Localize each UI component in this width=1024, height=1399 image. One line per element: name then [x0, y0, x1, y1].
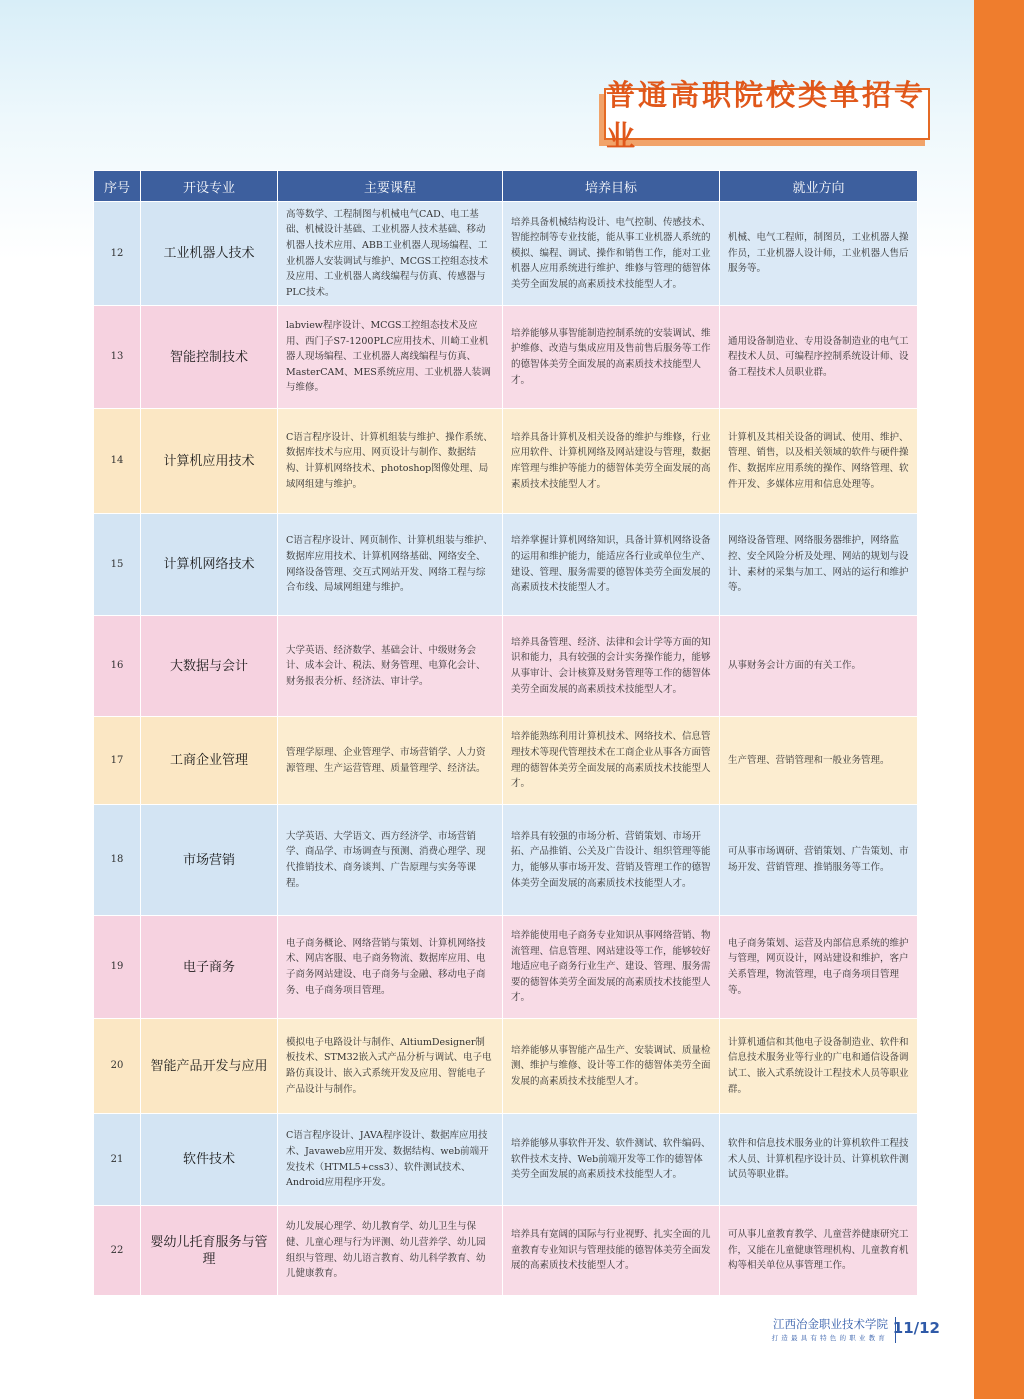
header-career: 就业方向 [720, 171, 918, 202]
row-number-cell: 19 [94, 916, 141, 1019]
major-name-cell: 市场营销 [141, 805, 278, 916]
courses-cell: 幼儿发展心理学、幼儿教育学、幼儿卫生与保健、儿童心理与行为评测、幼儿营养学、幼儿园组织与管理、幼儿语言教育、幼儿科学教育、幼儿健康教育。 [278, 1206, 503, 1296]
goal-cell: 培养能熟练利用计算机技术、网络技术、信息管理技术等现代管理技术在工商企业从事各方面管理的德智体美劳全面发展的高素质技术技能型人才。 [503, 717, 720, 805]
row-number-cell: 21 [94, 1114, 141, 1206]
major-name-cell: 计算机网络技术 [141, 514, 278, 616]
career-cell: 生产管理、营销管理和一般业务管理。 [720, 717, 918, 805]
row-number-cell: 20 [94, 1019, 141, 1114]
table-row [94, 1114, 918, 1206]
table-row [94, 916, 918, 1019]
major-name-cell: 软件技术 [141, 1114, 278, 1206]
career-cell: 计算机通信和其他电子设备制造业、软件和信息技术服务业等行业的广电和通信设备调试工、嵌入式系统设计工程技术人员等职业群。 [720, 1019, 918, 1114]
goal-cell: 培养具备机械结构设计、电气控制、传感技术、智能控制等专业技能，能从事工业机器人系统的模拟、编程、调试、操作和销售工作，能对工业机器人应用系统进行维护、维修与管理的德智体美劳全面发展的高素质技术技能型人才。 [503, 202, 720, 306]
goal-cell: 培养具有宽阔的国际与行业视野、扎实全面的儿童教育专业知识与管理技能的德智体美劳全面发展的高素质技术技能型人才。 [503, 1206, 720, 1296]
courses-cell: C语言程序设计、网页制作、计算机组装与维护、数据库应用技术、计算机网络基础、网络安全、网络设备管理、交互式网站开发、网络工程与综合布线、局域网组建与维护。 [278, 514, 503, 616]
career-cell: 从事财务会计方面的有关工作。 [720, 616, 918, 717]
major-name-cell: 智能产品开发与应用 [141, 1019, 278, 1114]
career-cell: 网络设备管理、网络服务器维护，网络监控、安全风险分析及处理、网站的规划与设计、素材的采集与加工、网站的运行和维护等。 [720, 514, 918, 616]
major-name-cell: 工业机器人技术 [141, 202, 278, 306]
career-cell: 通用设备制造业、专用设备制造业的电气工程技术人员、可编程序控制系统设计师、设备工程技术人员职业群。 [720, 306, 918, 409]
table-header-row [94, 171, 918, 202]
goal-cell: 培养具有较强的市场分析、营销策划、市场开拓、产品推销、公关及广告设计、组织管理等能力，能够从事市场开发、营销及管理工作的德智体美劳全面发展的高素质技术技能型人才。 [503, 805, 720, 916]
row-number-cell: 13 [94, 306, 141, 409]
footer-slogan: 打造最具有特色的职业教育 [771, 1334, 888, 1342]
table-row [94, 306, 918, 409]
side-color-strip [974, 0, 1024, 1399]
row-number-cell: 15 [94, 514, 141, 616]
majors-table [93, 170, 918, 1296]
courses-cell: 管理学原理、企业管理学、市场营销学、人力资源管理、生产运营管理、质量管理学、经济法。 [278, 717, 503, 805]
table-body [94, 202, 918, 1296]
table-row [94, 805, 918, 916]
major-name-cell: 智能控制技术 [141, 306, 278, 409]
row-number-cell: 14 [94, 409, 141, 514]
table-row [94, 1019, 918, 1114]
page-number: 11/12 [892, 1319, 940, 1337]
row-number-cell: 16 [94, 616, 141, 717]
table-row [94, 409, 918, 514]
major-name-cell: 电子商务 [141, 916, 278, 1019]
career-cell: 软件和信息技术服务业的计算机软件工程技术人员、计算机程序设计员、计算机软件测试员等职业群。 [720, 1114, 918, 1206]
footer [730, 1316, 940, 1346]
courses-cell: C语言程序设计、计算机组装与维护、操作系统、数据库技术与应用、网页设计与制作、数据结构、计算机网络技术、photoshop图像处理、局域网组建与维护。 [278, 409, 503, 514]
header-no: 序号 [94, 171, 141, 202]
major-name-cell: 婴幼儿托育服务与管理 [141, 1206, 278, 1296]
table-row [94, 616, 918, 717]
courses-cell: C语言程序设计、JAVA程序设计、数据库应用技术、Javaweb应用开发、数据结构、web前端开发技术（HTML5+css3）、软件测试技术、Android应用程序开发。 [278, 1114, 503, 1206]
major-name-cell: 计算机应用技术 [141, 409, 278, 514]
courses-cell: 高等数学、工程制图与机械电气CAD、电工基础、机械设计基础、工业机器人技术基础、移动机器人技术应用、ABB工业机器人现场编程、工业机器人安装调试与维护、MCGS工控组态技术及应用、工业机器人离线编程与仿真、传感器与PLC技术。 [278, 202, 503, 306]
courses-cell: labview程序设计、MCGS工控组态技术及应用、西门子S7-1200PLC应用技术、川崎工业机器人现场编程、工业机器人离线编程与仿真、MasterCAM、MES系统应用、工业机器人装调与维修。 [278, 306, 503, 409]
courses-cell: 大学英语、经济数学、基础会计、中级财务会计、成本会计、税法、财务管理、电算化会计、财务报表分析、经济法、审计学。 [278, 616, 503, 717]
career-cell: 可从事儿童教育教学、儿童营养健康研究工作，又能在儿童健康管理机构、儿童教育机构等相关单位从事管理工作。 [720, 1206, 918, 1296]
goal-cell: 培养具备管理、经济、法律和会计学等方面的知识和能力，具有较强的会计实务操作能力，能够从事审计、会计核算及财务管理等工作的德智体美劳全面发展的高素质技术技能型人才。 [503, 616, 720, 717]
row-number-cell: 17 [94, 717, 141, 805]
goal-cell: 培养掌握计算机网络知识，具备计算机网络设备的运用和维护能力，能适应各行业或单位生产、建设、管理、服务需要的德智体美劳全面发展的高素质技术技能型人才。 [503, 514, 720, 616]
row-number-cell: 18 [94, 805, 141, 916]
courses-cell: 大学英语、大学语文、西方经济学、市场营销学、商品学、市场调查与预测、消费心理学、现代推销技术、商务谈判、广告原理与实务等课程。 [278, 805, 503, 916]
section-title: 普通高职院校类单招专业 [606, 78, 927, 153]
header-goal: 培养目标 [503, 171, 720, 202]
career-cell: 可从事市场调研、营销策划、广告策划、市场开发、营销管理、推销服务等工作。 [720, 805, 918, 916]
table-row [94, 717, 918, 805]
courses-cell: 模拟电子电路设计与制作、AltiumDesigner制板技术、STM32嵌入式产品分析与调试、电子电路仿真设计、嵌入式系统开发及应用、智能电子产品设计与制作。 [278, 1019, 503, 1114]
goal-cell: 培养能够从事软件开发、软件测试、软件编码、软件技术支持、Web前端开发等工作的德智体美劳全面发展的高素质技术技能型人才。 [503, 1114, 720, 1206]
career-cell: 机械、电气工程师，制图员，工业机器人操作员，工业机器人设计师，工业机器人售后服务等。 [720, 202, 918, 306]
career-cell: 电子商务策划、运营及内部信息系统的维护与管理，网页设计，网站建设和维护，客户关系管理，物流管理，电子商务项目管理等。 [720, 916, 918, 1019]
major-name-cell: 工商企业管理 [141, 717, 278, 805]
header-courses: 主要课程 [278, 171, 503, 202]
goal-cell: 培养能够从事智能制造控制系统的安装调试、维护维修、改造与集成应用及售前售后服务等工作的德智体美劳全面发展的高素质技术技能型人才。 [503, 306, 720, 409]
goal-cell: 培养能够从事智能产品生产、安装调试、质量检测、维护与维修、设计等工作的德智体美劳全面发展的高素质技术技能型人才。 [503, 1019, 720, 1114]
section-title-box [604, 78, 930, 153]
header-major: 开设专业 [141, 171, 278, 202]
footer-school-name: 江西冶金职业技术学院 [773, 1317, 888, 1331]
courses-cell: 电子商务概论、网络营销与策划、计算机网络技术、网店客服、电子商务物流、数据库应用、电子商务网站建设、电子商务与金融、移动电子商务、电子商务项目管理。 [278, 916, 503, 1019]
career-cell: 计算机及其相关设备的调试、使用、维护、管理、销售，以及相关领域的软件与硬件操作、数据库应用系统的操作、网络管理、软件开发、多媒体应用和信息处理等。 [720, 409, 918, 514]
table-row [94, 514, 918, 616]
row-number-cell: 12 [94, 202, 141, 306]
major-name-cell: 大数据与会计 [141, 616, 278, 717]
row-number-cell: 22 [94, 1206, 141, 1296]
table-row [94, 1206, 918, 1296]
table-row [94, 202, 918, 306]
goal-cell: 培养能使用电子商务专业知识从事网络营销、物流管理、信息管理、网站建设等工作，能够较好地适应电子商务行业生产、建设、管理、服务需要的德智体美劳全面发展的高素质技术技能型人才。 [503, 916, 720, 1019]
goal-cell: 培养具备计算机及相关设备的维护与维修，行业应用软件、计算机网络及网站建设与管理，数据库管理与维护等能力的德智体美劳全面发展的高素质技术技能型人才。 [503, 409, 720, 514]
